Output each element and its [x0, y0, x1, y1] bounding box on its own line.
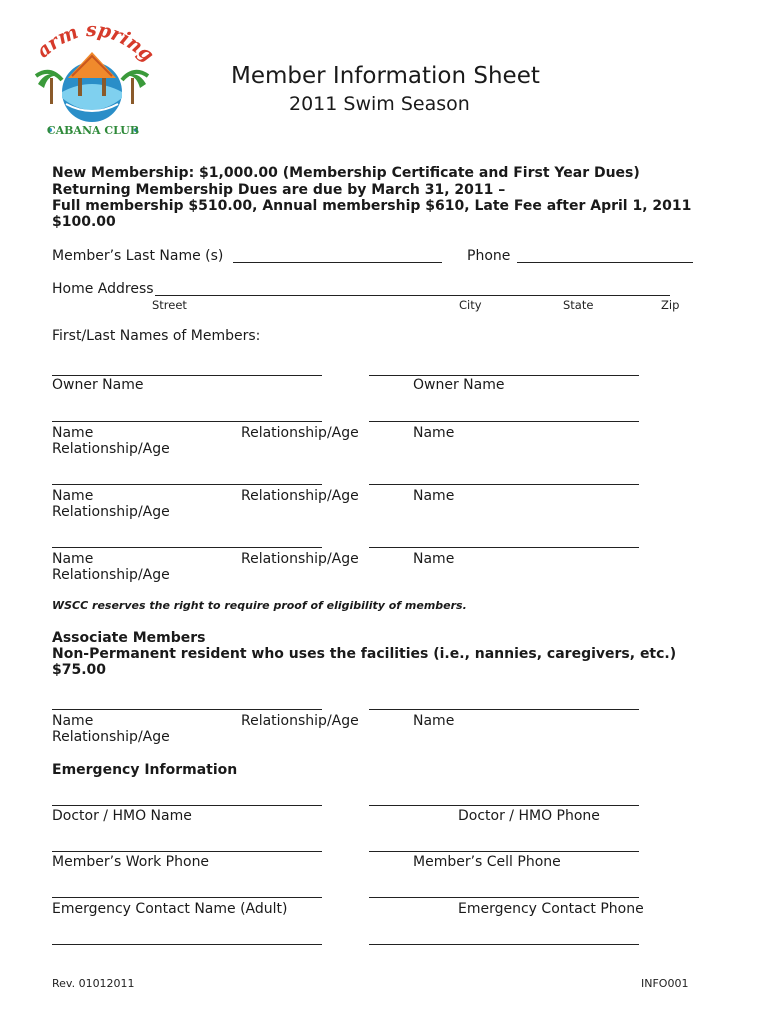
member-relationship-label: Relationship/Age: [52, 567, 170, 583]
member-name-field-3b[interactable]: [369, 547, 639, 548]
doctor-name-label: Doctor / HMO Name: [52, 808, 192, 824]
member-name-label: Name: [413, 488, 455, 504]
home-address-field[interactable]: [155, 295, 670, 296]
owner-name-field-1[interactable]: [52, 375, 322, 376]
phone-field[interactable]: [517, 262, 693, 263]
member-relationship-label: Relationship/Age: [241, 488, 359, 504]
page-subtitle: 2011 Swim Season: [289, 93, 470, 115]
owner-name-label-1: Owner Name: [52, 377, 144, 393]
eligibility-note: WSCC reserves the right to require proof of eligibility of members.: [52, 599, 467, 612]
work-phone-label: Member’s Work Phone: [52, 854, 210, 870]
member-name-field-2a[interactable]: [52, 484, 322, 485]
page-title: Member Information Sheet: [231, 63, 540, 89]
home-address-label: Home Address: [52, 281, 154, 297]
associate-name-field-a[interactable]: [52, 709, 322, 710]
owner-name-label-2: Owner Name: [413, 377, 505, 393]
member-name-label: Name: [413, 425, 455, 441]
associate-line-3: $75.00: [52, 662, 107, 678]
cabana-club-logo: [28, 18, 156, 140]
phone-label: Phone: [467, 248, 511, 264]
emergency-contact-name-field[interactable]: [52, 897, 322, 898]
zip-label: Zip: [661, 298, 680, 312]
member-name-label: Name: [52, 425, 94, 441]
associate-relationship-label: Relationship/Age: [241, 713, 359, 729]
extra-field-b[interactable]: [369, 944, 639, 945]
revision-code: Rev. 01012011: [52, 977, 135, 990]
doctor-name-field[interactable]: [52, 805, 322, 806]
member-name-label: Name: [52, 488, 94, 504]
cell-phone-label: Member’s Cell Phone: [413, 854, 561, 870]
member-relationship-label: Relationship/Age: [241, 551, 359, 567]
emergency-contact-phone-label: Emergency Contact Phone: [458, 901, 644, 917]
doctor-phone-label: Doctor / HMO Phone: [458, 808, 600, 824]
member-name-label: Name: [413, 551, 455, 567]
member-name-field-2b[interactable]: [369, 484, 639, 485]
state-label: State: [563, 298, 594, 312]
logo-top-text: arm spring: [32, 18, 156, 67]
emergency-contact-name-label: Emergency Contact Name (Adult): [52, 901, 288, 917]
member-name-field-3a[interactable]: [52, 547, 322, 548]
members-heading: First/Last Names of Members:: [52, 328, 261, 344]
member-relationship-label: Relationship/Age: [52, 441, 170, 457]
emergency-heading: Emergency Information: [52, 762, 238, 778]
member-relationship-label: Relationship/Age: [241, 425, 359, 441]
member-name-label: Name: [52, 551, 94, 567]
membership-line-3: Full membership $510.00, Annual membership $610, Late Fee after April 1, 2011: [52, 198, 692, 214]
extra-field-a[interactable]: [52, 944, 322, 945]
associate-name-label: Name: [52, 713, 94, 729]
associate-name-label: Name: [413, 713, 455, 729]
associate-heading: Associate Members: [52, 630, 206, 646]
logo-bottom-text: CABANA CLUB: [46, 124, 140, 137]
owner-name-field-2[interactable]: [369, 375, 639, 376]
cell-phone-field[interactable]: [369, 851, 639, 852]
member-relationship-label: Relationship/Age: [52, 504, 170, 520]
city-label: City: [459, 298, 482, 312]
work-phone-field[interactable]: [52, 851, 322, 852]
membership-line-4: $100.00: [52, 214, 116, 230]
street-label: Street: [152, 298, 187, 312]
membership-line-1: New Membership: $1,000.00 (Membership Certificate and First Year Dues): [52, 165, 640, 181]
associate-relationship-label: Relationship/Age: [52, 729, 170, 745]
doctor-phone-field[interactable]: [369, 805, 639, 806]
last-name-label: Member’s Last Name (s): [52, 248, 224, 264]
associate-name-field-b[interactable]: [369, 709, 639, 710]
last-name-field[interactable]: [233, 262, 442, 263]
member-name-field-1a[interactable]: [52, 421, 322, 422]
member-name-field-1b[interactable]: [369, 421, 639, 422]
emergency-contact-phone-field[interactable]: [369, 897, 639, 898]
form-code: INFO001: [641, 977, 689, 990]
associate-line-2: Non-Permanent resident who uses the facilities (i.e., nannies, caregivers, etc.): [52, 646, 677, 662]
membership-line-2: Returning Membership Dues are due by March 31, 2011 –: [52, 182, 506, 198]
